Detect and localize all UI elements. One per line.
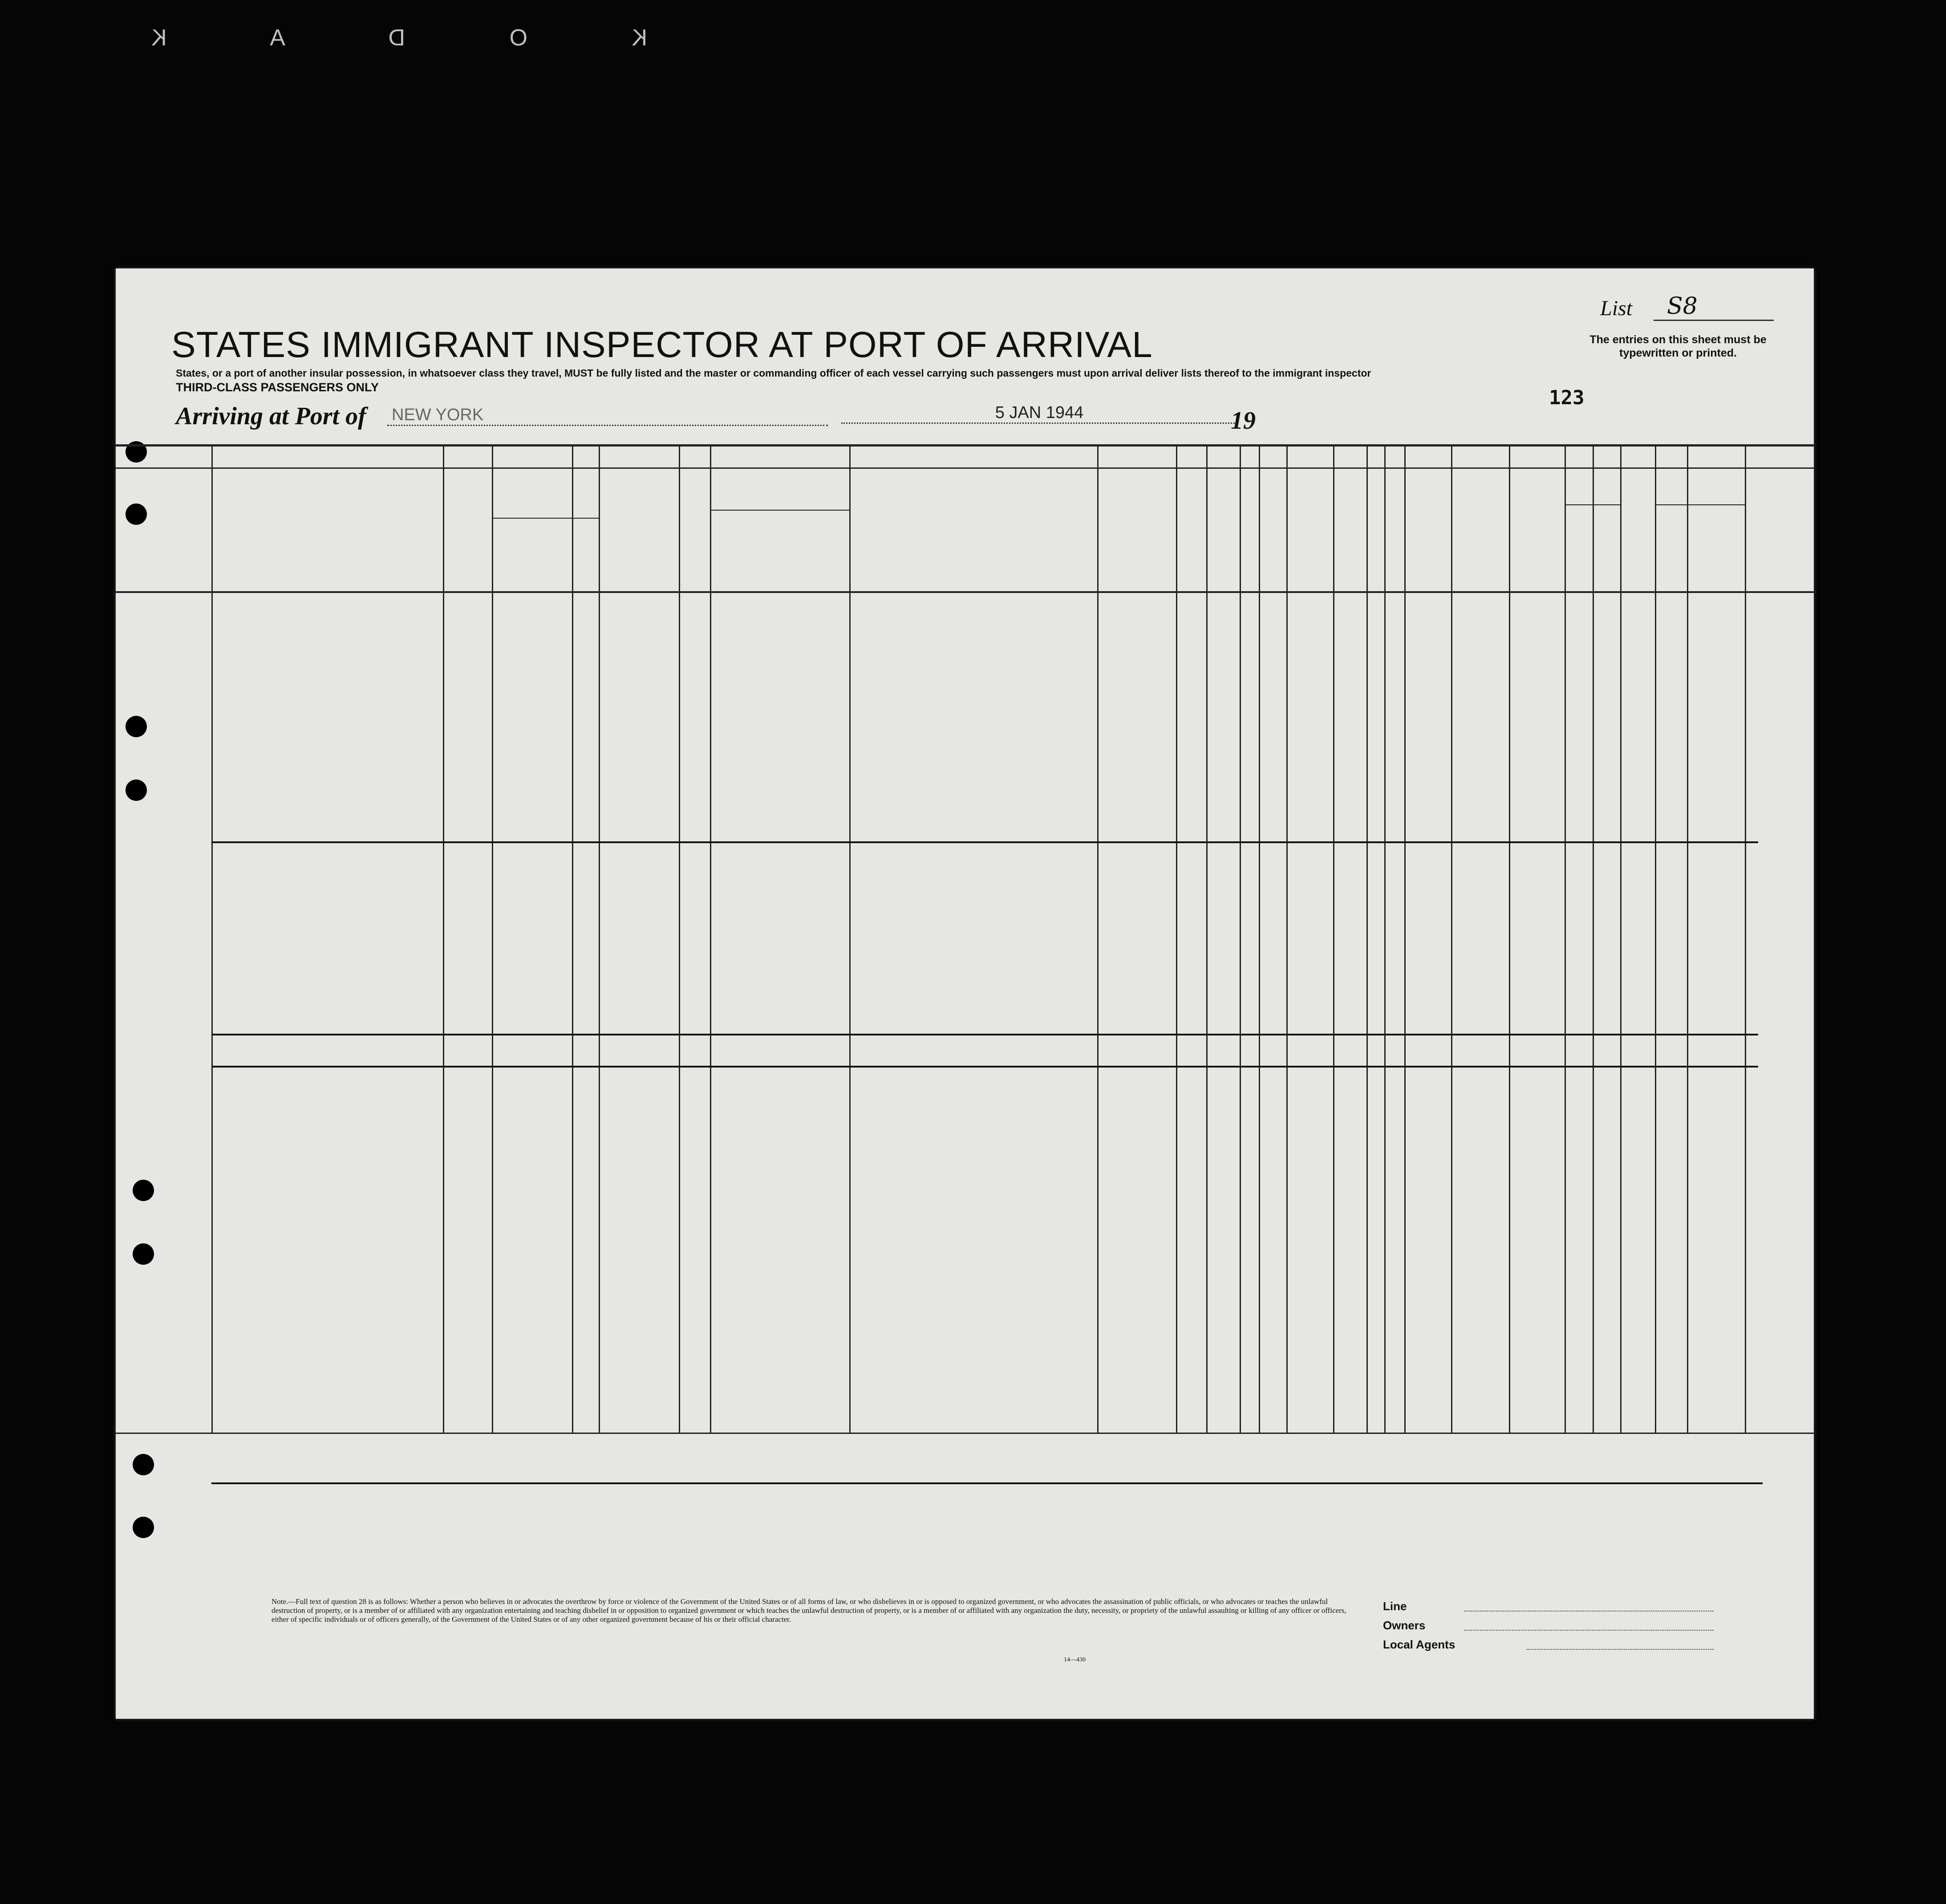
column-divider — [1745, 444, 1746, 1433]
line-label: Line — [1383, 1600, 1407, 1613]
class-label: THIRD-CLASS PASSENGERS ONLY — [176, 381, 379, 394]
column-divider — [572, 444, 573, 1433]
column-divider — [1333, 444, 1334, 1433]
punch-hole — [126, 503, 147, 525]
column-divider — [1509, 444, 1510, 1433]
column-divider — [1451, 444, 1452, 1433]
strikeout-line — [211, 841, 1758, 843]
column-divider — [1620, 444, 1622, 1433]
column-divider — [1206, 444, 1208, 1433]
table-bottom-rule — [116, 1433, 1814, 1434]
punch-hole — [126, 716, 147, 737]
agents-signature-line — [1527, 1649, 1714, 1650]
year-label: 19 — [1231, 407, 1256, 434]
page-number: 123 — [1549, 386, 1585, 409]
list-label: List — [1600, 296, 1633, 320]
column-divider — [1259, 444, 1260, 1433]
subheader-rule — [492, 518, 599, 519]
column-divider — [443, 444, 444, 1433]
column-divider — [1687, 444, 1688, 1433]
column-divider — [492, 444, 493, 1433]
line-signature-line — [1464, 1611, 1714, 1612]
column-divider — [599, 444, 600, 1433]
column-divider — [1593, 444, 1594, 1433]
col35-header — [1667, 493, 1694, 547]
strikeout-line — [211, 1482, 1763, 1484]
punch-hole — [133, 1243, 154, 1265]
agents-label: Local Agents — [1383, 1638, 1455, 1651]
column-divider — [1176, 444, 1177, 1433]
column-divider — [1240, 444, 1241, 1433]
punch-hole — [133, 1517, 154, 1538]
owners-label: Owners — [1383, 1619, 1426, 1632]
column-divider — [849, 444, 851, 1433]
column-divider — [1565, 444, 1566, 1433]
column-divider — [1366, 444, 1368, 1433]
instructions-text: States, or a port of another insular possession, in whatsoever class they travel, MUST be fully listed and the master or commanding officer of each vessel carrying such passengers must upon arrival deliver lists thereof to the immigrant inspector — [176, 367, 1371, 379]
owners-signature-line — [1464, 1630, 1714, 1631]
arrival-date: 5 JAN 1944 — [841, 403, 1237, 424]
column-number-rule — [116, 467, 1814, 469]
page-title: STATES IMMIGRANT INSPECTOR AT PORT OF ARRIVAL — [171, 325, 1153, 365]
punch-hole — [126, 779, 147, 801]
column-divider — [710, 444, 711, 1433]
column-divider — [679, 444, 680, 1433]
column-divider — [1097, 444, 1099, 1433]
column-divider — [1404, 444, 1406, 1433]
table-top-rule — [116, 444, 1814, 447]
footnote: Note.—Full text of question 28 is as follows: Whether a person who believes in or advocates the overthrow by force or violence of the Government of the United States or of all forms of law, or who disbelieves in or is opposed to organized government, or who advocates the assassination of public officials, or who advocates or teaches the unlawful destruction of property, or is a member of or affiliated with any organization entertaining and teaching disbelief in or opposition to organized government or which teaches the unlawful destruction of property, or is a member of or affiliated with any organization the duty, necessity, or propriety of the unlawful assaulting or killing of any officer or officers, either of specific individuals or of officers generally, of the Government of the United States or of any other organized government because of his or their official character. — [272, 1597, 1346, 1624]
column-divider — [1655, 444, 1656, 1433]
column-divider — [1286, 444, 1288, 1433]
list-number: S8 — [1654, 293, 1774, 321]
column-divider — [211, 444, 213, 1433]
header-bottom-rule — [116, 591, 1814, 593]
strikeout-line — [211, 1034, 1758, 1035]
punch-hole — [133, 1454, 154, 1475]
subheader-rule — [710, 510, 849, 511]
arriving-label: Arriving at Port of — [176, 402, 366, 430]
port-field: NEW YORK — [387, 406, 828, 426]
strikeout-line — [211, 1066, 1758, 1068]
manifest-sheet — [116, 268, 1814, 1719]
punch-hole — [133, 1180, 154, 1201]
film-edge-brand: K O D A K — [102, 25, 648, 51]
subheader-rule — [1565, 504, 1620, 505]
column-divider — [1384, 444, 1386, 1433]
form-number: 14—430 — [1064, 1656, 1086, 1663]
typewritten-instruction: The entries on this sheet must be typewritten or printed. — [1589, 333, 1767, 359]
